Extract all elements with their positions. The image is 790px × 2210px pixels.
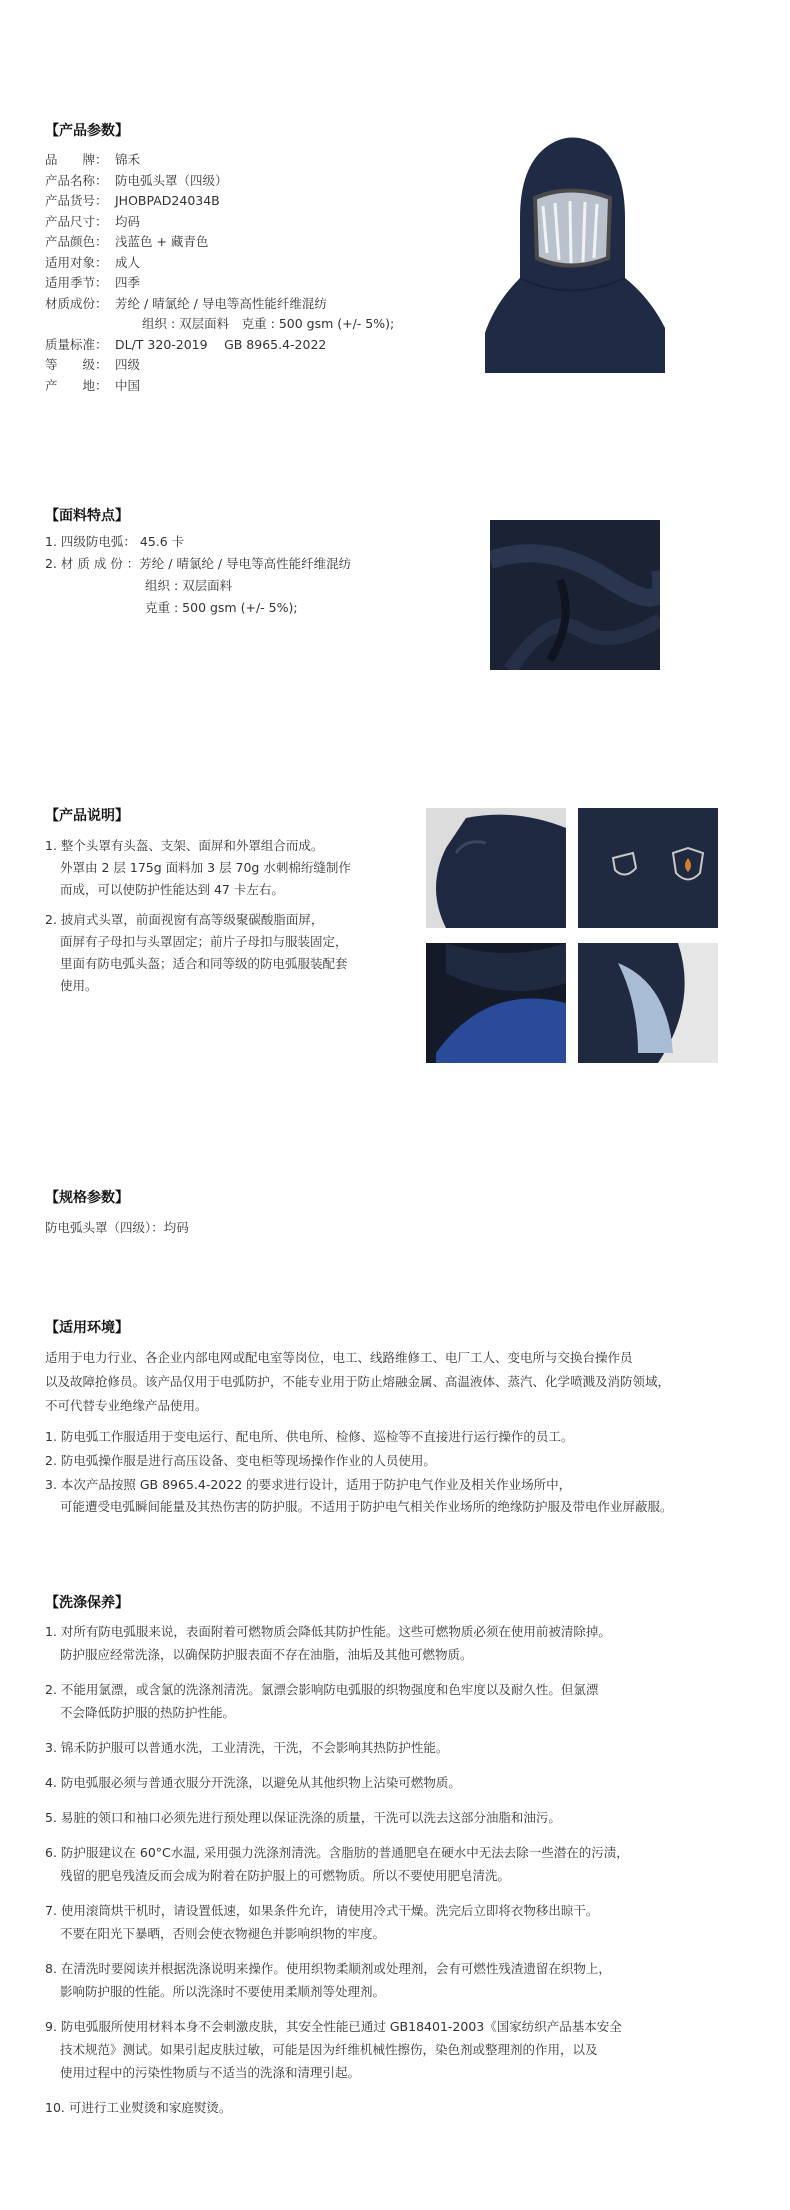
fabric-swatch-image xyxy=(490,520,660,670)
param-label: 产品货号： xyxy=(45,193,108,208)
hood-product-image xyxy=(475,128,670,383)
param-label: 等 级： xyxy=(45,357,108,372)
fabric-line-1: 1. 四级防电弧： 45.6 卡 xyxy=(45,534,185,549)
env-item: 2. 防电弧操作服是进行高压设备、变电柜等现场操作作业的人员使用。 xyxy=(45,1453,436,1468)
param-row xyxy=(45,294,327,314)
param-value: DL/T 320-2019 GB 8965.4-2022 xyxy=(115,336,327,352)
lining-illustration xyxy=(578,943,718,1063)
spec-text: 防电弧头罩（四级）：均码 xyxy=(45,1220,189,1235)
description-title: 【产品说明】 xyxy=(45,808,129,824)
care-item-continued: 技术规范》测试。如果引起皮肤过敏，可能是因为纤维机械性擦伤，染色剂或整理剂的作用，以及 xyxy=(60,2042,598,2057)
param-row xyxy=(45,253,140,273)
care-item: 7. 使用滚筒烘干机时，请设置低速，如果条件允许，请使用冷式干燥。洗完后立即将衣物移出晾干。 xyxy=(45,1903,599,1918)
care-item-continued: 残留的肥皂残渣反而会成为附着在防护服上的可燃物质。所以不要使用肥皂清洗。 xyxy=(60,1868,511,1883)
care-item-continued: 不会降低防护服的热防护性能。 xyxy=(60,1705,236,1720)
care-item: 6. 防护服建议在 60°C水温, 采用强力洗涤剂清洗。含脂肪的普通肥皂在硬水中无法去除一些潜在的污渍， xyxy=(45,1845,629,1860)
env-intro-line: 以及故障抢修员。该产品仅用于电弧防护，不能专业用于防止熔融金属、高温液体、蒸汽、化学喷溅及消防领域， xyxy=(45,1374,671,1389)
param-value: 组织 : 双层面料 克重 : 500 gsm (+/- 5%); xyxy=(142,316,395,331)
param-row xyxy=(45,376,140,396)
description-item-continued: 而成，可以使防护性能达到 47 卡左右。 xyxy=(60,882,284,897)
care-item: 3. 锦禾防护服可以普通水洗，工业清洗，干洗，不会影响其热防护性能。 xyxy=(45,1740,449,1755)
param-value: 成人 xyxy=(115,254,141,270)
hood-side-illustration xyxy=(426,808,566,928)
param-label: 适用对象： xyxy=(45,254,108,270)
care-item: 2. 不能用氯漂，或含氯的洗涤剂清洗。氯漂会影响防电弧服的织物强度和色牢度以及耐久性。但氯漂 xyxy=(45,1682,599,1697)
logo-patch-illustration xyxy=(578,808,718,928)
care-item-continued: 影响防护服的性能。所以洗涤时不要使用柔顺剂等处理剂。 xyxy=(60,1984,386,1999)
description-item: 2. 披肩式头罩，前面视窗有高等级聚碳酸脂面屏， xyxy=(45,912,324,927)
param-label: 质量标准： xyxy=(45,336,108,352)
param-row xyxy=(45,191,220,211)
param-label: 产 地： xyxy=(45,377,108,393)
param-row xyxy=(45,232,208,252)
env-title: 【适用环境】 xyxy=(45,1320,129,1336)
param-label: 材质成份： xyxy=(45,295,108,311)
param-row xyxy=(45,212,140,232)
param-value: 芳纶 / 晴氯纶 / 导电等高性能纤维混纺 xyxy=(115,295,327,311)
description-item-continued: 外罩由 2 层 175g 面料加 3 层 70g 水刺棉绗缝制作 xyxy=(60,860,351,875)
care-item: 5. 易脏的领口和袖口必须先进行预处理以保证洗涤的质量，干洗可以洗去这部分油脂和油污。 xyxy=(45,1810,561,1825)
param-value: 四级 xyxy=(115,357,141,372)
param-label: 适用季节： xyxy=(45,275,108,290)
env-item-continued: 可能遭受电弧瞬间能量及其热伤害的防护服。不适用于防护电气相关作业场所的绝缘防护服及带电作业屏蔽服。 xyxy=(60,1499,673,1514)
description-item-continued: 里面有防电弧头盔；适合和同等级的防电弧服装配套 xyxy=(60,956,348,971)
param-row xyxy=(45,355,140,375)
params-title: 【产品参数】 xyxy=(45,123,129,139)
spec-title: 【规格参数】 xyxy=(45,1190,129,1206)
description-item: 1. 整个头罩有头盔、支架、面屏和外罩组合而成。 xyxy=(45,838,324,853)
description-item-continued: 使用。 xyxy=(60,978,98,993)
param-value: JHOBPAD24034B xyxy=(115,193,220,208)
param-row xyxy=(45,171,228,191)
env-intro-line: 适用于电力行业、各企业内部电网或配电室等岗位，电工、线路维修工、电厂工人、变电所与交换台操作员 xyxy=(45,1350,633,1365)
param-value: 防电弧头罩（四级） xyxy=(115,172,228,188)
fabric-title: 【面料特点】 xyxy=(45,508,129,524)
param-label: 产品名称： xyxy=(45,172,108,188)
fabric-line-2: 2. 材 质 成 份 ：芳纶 / 晴氯纶 / 导电等高性能纤维混纺 xyxy=(45,556,352,571)
care-item-continued: 防护服应经常洗涤，以确保防护服表面不存在油脂，油垢及其他可燃物质。 xyxy=(60,1647,473,1662)
param-row xyxy=(45,314,394,334)
care-item: 9. 防电弧服所使用材料本身不会刺激皮肤，其安全性能已通过 GB18401-2003《国家纺织产品基本安全 xyxy=(45,2019,622,2034)
fabric-folds xyxy=(490,520,660,670)
param-label: 产品尺寸： xyxy=(45,213,108,229)
hood-illustration xyxy=(475,128,670,383)
param-value: 四季 xyxy=(115,275,141,290)
param-value: 浅蓝色 + 藏青色 xyxy=(115,234,209,249)
description-item-continued: 面屏有子母扣与头罩固定；前片子母扣与服装固定， xyxy=(60,934,348,949)
care-item: 4. 防电弧服必须与普通衣服分开洗涤，以避免从其他织物上沾染可燃物质。 xyxy=(45,1775,461,1790)
care-item: 1. 对所有防电弧服来说，表面附着可燃物质会降低其防护性能。这些可燃物质必须在使用前被清除掉。 xyxy=(45,1624,611,1639)
env-item: 3. 本次产品按照 GB 8965.4-2022 的要求进行设计，适用于防护电气作业及相关作业场所中， xyxy=(45,1477,572,1492)
care-item-continued: 不要在阳光下暴晒，否则会使衣物褪色并影响织物的牢度。 xyxy=(60,1926,386,1941)
detail-image-lining xyxy=(578,943,718,1063)
param-value: 中国 xyxy=(115,377,141,393)
fabric-line-3: 组织 : 双层面料 xyxy=(145,578,233,593)
care-title: 【洗涤保养】 xyxy=(45,1595,129,1611)
param-row xyxy=(45,273,140,293)
care-item-continued: 使用过程中的污染性物质与不适当的洗涤和清理引起。 xyxy=(60,2065,361,2080)
env-intro-line: 不可代替专业绝缘产品使用。 xyxy=(45,1398,208,1413)
fabric-line-4: 克重 : 500 gsm (+/- 5%); xyxy=(145,600,298,615)
care-item: 8. 在清洗时要阅读并根据洗涤说明来操作。使用织物柔顺剂或处理剂，会有可燃性残渣遗留在织物上， xyxy=(45,1961,611,1976)
env-item: 1. 防电弧工作服适用于变电运行、配电所、供电所、检修、巡检等不直接进行运行操作的员工。 xyxy=(45,1429,574,1444)
detail-image-hood-side xyxy=(426,808,566,928)
param-value: 均码 xyxy=(115,213,141,229)
detail-image-logo-patch xyxy=(578,808,718,928)
param-row xyxy=(45,150,140,170)
param-row xyxy=(45,335,326,355)
param-label: 产品颜色： xyxy=(45,234,108,249)
detail-image-helmet-inner xyxy=(426,943,566,1063)
helmet-inner-illustration xyxy=(426,943,566,1063)
care-item: 10. 可进行工业熨烫和家庭熨烫。 xyxy=(45,2100,232,2115)
param-value: 锦禾 xyxy=(115,152,141,167)
param-label: 品 牌： xyxy=(45,152,108,167)
